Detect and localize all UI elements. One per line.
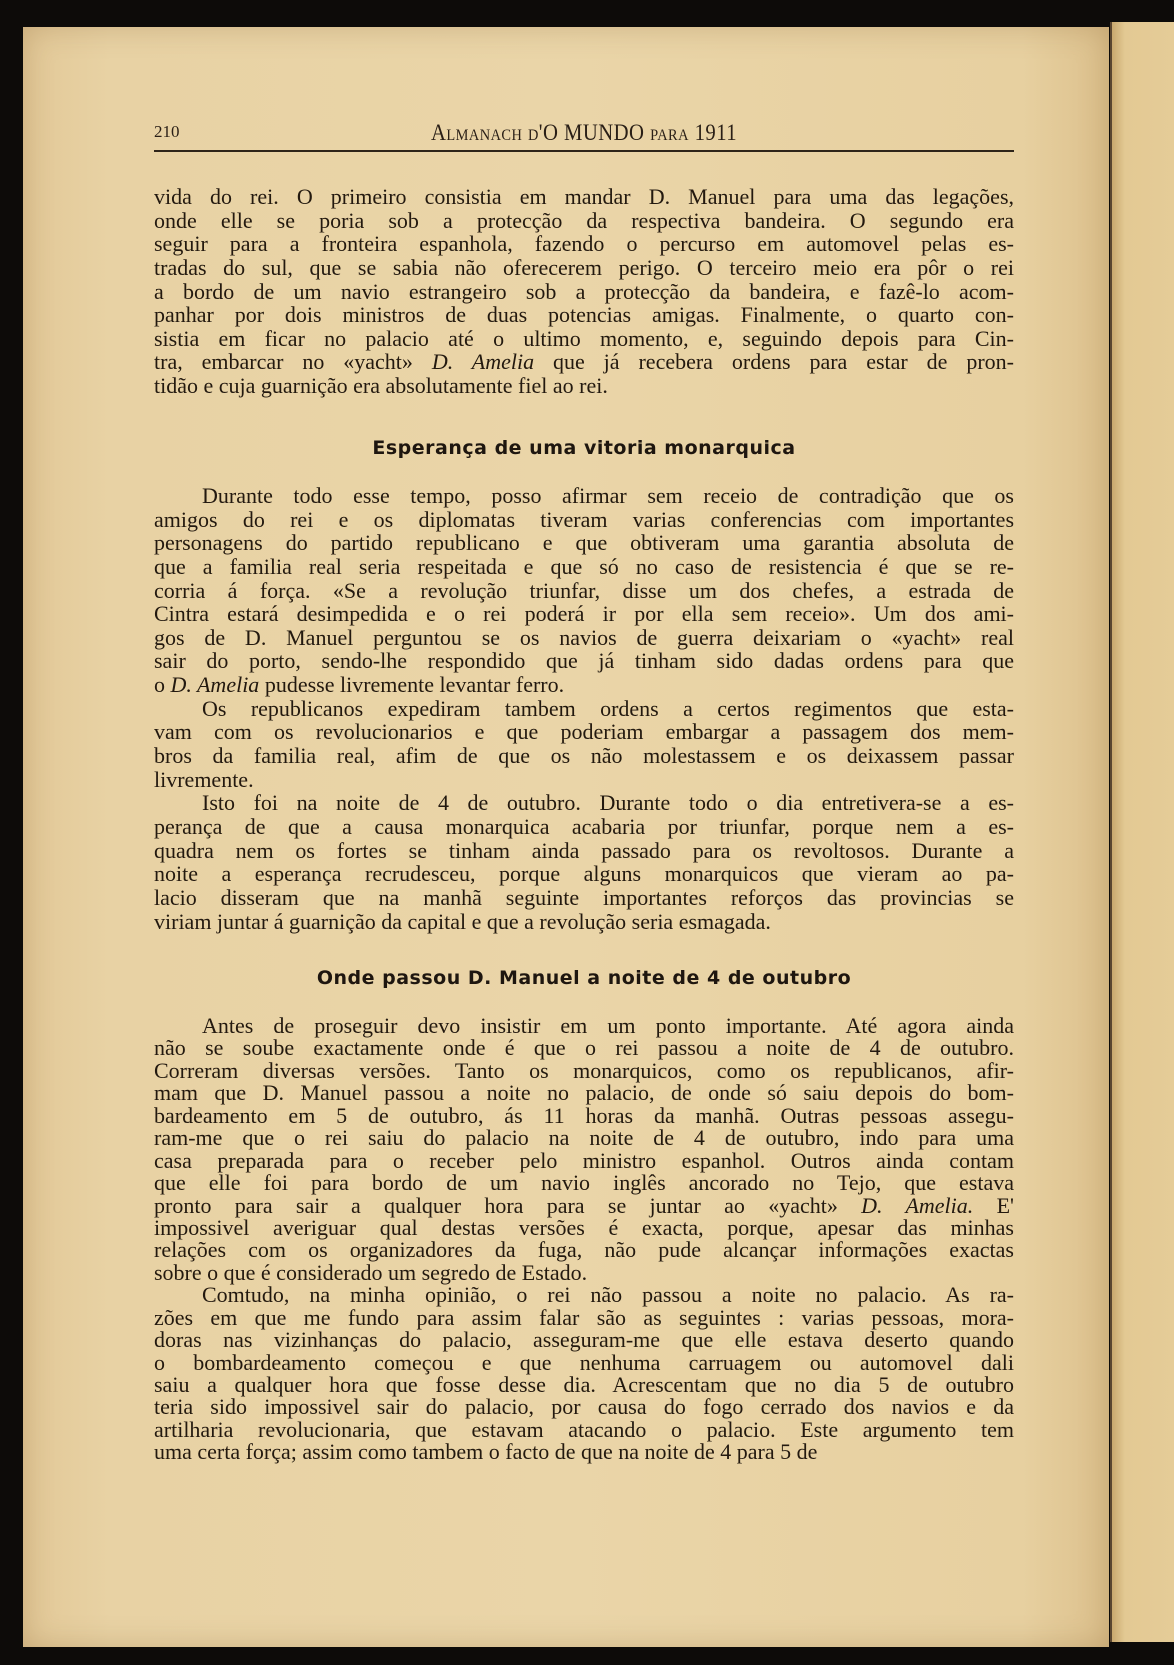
italic-ship-name: D. Amelia (170, 672, 260, 698)
text-segment: livremente. (154, 766, 254, 792)
text-segment: amigos do rei e os diplomatas tiveram varias conferencias com importantes (154, 506, 1014, 532)
text-line (154, 232, 1014, 256)
text-segment: impossivel averiguar qual destas versões é exacta, porque, apesar das minhas (154, 1214, 1014, 1240)
text-line (154, 1102, 1014, 1128)
text-segment: lacio disseram que na manhã seguinte importantes reforços das provincias se (154, 884, 1014, 910)
text-segment: tidão e cuja guarnição era absolutamente fiel ao rei. (154, 373, 608, 399)
text-line (154, 1015, 1014, 1037)
text-segment: zões em que me fundo para assim falar são as seguintes : varias pessoas, mora- (154, 1304, 1014, 1330)
text-segment: pudesse livremente levantar ferro. (259, 672, 565, 698)
text-line (154, 791, 1014, 815)
text-line (154, 1284, 1014, 1306)
text-block-esperanca (154, 484, 1014, 933)
text-segment: quadra nem os fortes se tinham ainda passado para os revoltosos. Durante a (154, 837, 1014, 863)
text-segment: que elle foi para bordo de um navio inglês ancorado no Tejo, que estava (154, 1170, 1014, 1196)
text-segment: saiu a qualquer hora que fosse desse dia. Acrescentam que no dia 5 de outubro (154, 1372, 1014, 1397)
text-segment: Durante todo esse tempo, posso afirmar sem receio de contradição que os (202, 483, 1014, 508)
text-segment: bros da familia real, afim de que os não molestassem e os deixassem passar (154, 743, 1014, 769)
text-segment: viriam juntar á guarnição da capital e que a revolução seria esmagada. (154, 908, 771, 934)
text-line (154, 1259, 1014, 1285)
header-rule (154, 150, 1014, 152)
section-heading-esperanca: Esperança de uma vitoria monarquica (372, 437, 796, 459)
text-line (154, 602, 1014, 626)
text-line (154, 484, 1014, 508)
text-line (154, 1374, 1014, 1396)
text-segment: corria á força. «Se a revolução triunfar, disse um dos chefes, a estrada de (154, 577, 1014, 603)
text-line (154, 697, 1014, 721)
text-line (154, 1396, 1014, 1418)
adjacent-page-edge (1110, 22, 1174, 1642)
text-segment: Antes de proseguir devo insistir em um ponto importante. Até agora ainda (202, 1013, 1014, 1038)
text-segment: vam com os revolucionarios e que poderiam embargar a passagem dos mem- (154, 719, 1014, 745)
text-segment: bardeamento em 5 de outubro, ás 11 horas da manhã. Outras pessoas assegu- (154, 1102, 1014, 1128)
text-segment: uma certa força; assim como tambem o facto de que na noite de 4 para 5 de (154, 1439, 818, 1465)
text-line (154, 1127, 1014, 1149)
text-segment: o bombardeamento começou e que nenhuma carruagem ou automovel dali (154, 1349, 1014, 1375)
text-segment: Os republicanos expediram tambem ordens a certos regimentos que esta- (202, 695, 1014, 721)
text-line (154, 862, 1014, 886)
text-segment: ram-me que o rei saiu do palacio na noite de 4 de outubro, indo para uma (154, 1125, 1014, 1151)
text-segment: pronto para sair a qualquer hora para se juntar ao «yacht» (154, 1192, 862, 1218)
text-segment: não se soube exactamente onde é que o rei passou a noite de 4 de outubro. (154, 1035, 1014, 1061)
text-line (154, 1172, 1014, 1194)
text-segment: perança de que a causa monarquica acabaria por triunfar, porque nem a es- (154, 813, 1014, 839)
text-segment: tra, embarcar no «yacht» (154, 349, 432, 375)
text-segment: doras nas vizinhanças do palacio, asseguram-me que elle estava deserto quando (154, 1327, 1014, 1353)
text-line (154, 839, 1014, 863)
text-line (154, 1037, 1014, 1059)
text-line (154, 327, 1014, 351)
italic-ship-name: D. Amelia. (861, 1192, 974, 1218)
text-segment: E' (973, 1192, 1015, 1218)
text-segment: sobre o que é considerado um segredo de Estado. (154, 1259, 588, 1285)
italic-ship-name: D. Amelia (431, 349, 535, 375)
text-line (154, 626, 1014, 650)
text-line (154, 1214, 1014, 1240)
running-title: Almanach d'O MUNDO para 1911 (430, 120, 738, 145)
text-line (154, 910, 1014, 934)
text-line (154, 886, 1014, 910)
text-segment: onde elle se poria sob a protecção da respectiva bandeira. O segundo era (154, 207, 1014, 233)
text-line (154, 815, 1014, 839)
text-segment: Correram diversas versões. Tanto os monarquicos, como os republicanos, afir- (154, 1057, 1014, 1083)
text-segment: sair do porto, sendo-lhe respondido que já tinham sido dadas ordens para que (154, 648, 1014, 674)
text-line (154, 256, 1014, 280)
text-segment: Cintra estará desimpedida e o rei poderá ir por ella sem receio». Um dos ami- (154, 601, 1014, 627)
text-line (154, 555, 1014, 579)
text-segment: tradas do sul, que se sabia não oferecerem perigo. O terceiro meio era pôr o rei (154, 254, 1014, 280)
text-line (154, 1082, 1014, 1104)
text-line (154, 1329, 1014, 1351)
text-segment: mam que D. Manuel passou a noite no palacio, de onde só saiu depois do bom- (154, 1080, 1014, 1106)
text-line (154, 1304, 1014, 1330)
text-line (154, 1057, 1014, 1083)
text-line (154, 280, 1014, 304)
text-line (154, 768, 1014, 792)
text-segment: a bordo de um navio estrangeiro sob a protecção da bandeira, e fazê-lo acom- (154, 278, 1014, 304)
page-number: 210 (154, 122, 180, 141)
text-segment: Comtudo, na minha opinião, o rei não passou a noite no palacio. As ra- (202, 1282, 1014, 1308)
text-line (154, 579, 1014, 603)
text-line (154, 374, 1014, 398)
text-line (154, 303, 1014, 327)
text-segment: casa preparada para o receber pelo ministro espanhol. Outros ainda contam (154, 1147, 1014, 1173)
text-segment: seguir para a fronteira espanhola, fazendo o percurso em automovel pelas es- (154, 231, 1014, 257)
text-segment: personagens do partido republicano e que obtiveram uma garantia absoluta de (154, 530, 1014, 556)
text-line (154, 1239, 1014, 1261)
text-segment: gos de D. Manuel perguntou se os navios de guerra deixariam o «yacht» real (154, 624, 1014, 650)
text-line (154, 649, 1014, 673)
text-line (154, 508, 1014, 532)
text-line (154, 531, 1014, 555)
text-line (154, 1416, 1014, 1442)
text-segment: sistia em ficar no palacio até o ultimo momento, e, seguindo depois para Cin- (154, 325, 1014, 351)
text-line (154, 1349, 1014, 1375)
section-heading-onde-passou: Onde passou D. Manuel a noite de 4 de outubro (316, 967, 852, 989)
text-line (154, 1441, 1014, 1463)
text-line (154, 720, 1014, 744)
text-segment: Isto foi na noite de 4 de outubro. Durante todo o dia entretivera-se a es- (202, 790, 1014, 816)
text-line (154, 744, 1014, 768)
text-line (154, 209, 1014, 233)
text-line (154, 350, 1014, 374)
text-segment: teria sido impossivel sair do palacio, por causa do fogo cerrado dos navios e da (154, 1394, 1014, 1420)
text-line (154, 673, 1014, 697)
text-block-intro (154, 185, 1014, 398)
text-segment: vida do rei. O primeiro consistia em mandar D. Manuel para uma das legações, (154, 184, 1014, 209)
text-segment: que já recebera ordens para estar de pron- (534, 349, 1014, 375)
text-block-onde-passou (154, 1015, 1014, 1464)
text-segment: o (154, 672, 171, 698)
text-line (154, 1192, 1015, 1218)
text-segment: artilharia revolucionaria, que estavam atacando o palacio. Este argumento tem (154, 1416, 1014, 1442)
text-segment: noite a esperança recrudesceu, porque alguns monarquicos que vieram ao pa- (154, 861, 1014, 887)
text-line (154, 185, 1014, 209)
running-header (154, 120, 1014, 146)
text-segment: panhar por dois ministros de duas potencias amigas. Finalmente, o quarto con- (154, 302, 1014, 328)
text-segment: que a familia real seria respeitada e que só no caso de resistencia é que se re- (154, 553, 1014, 579)
text-line (154, 1147, 1014, 1173)
text-segment: relações com os organizadores da fuga, não pude alcançar informações exactas (154, 1237, 1014, 1263)
